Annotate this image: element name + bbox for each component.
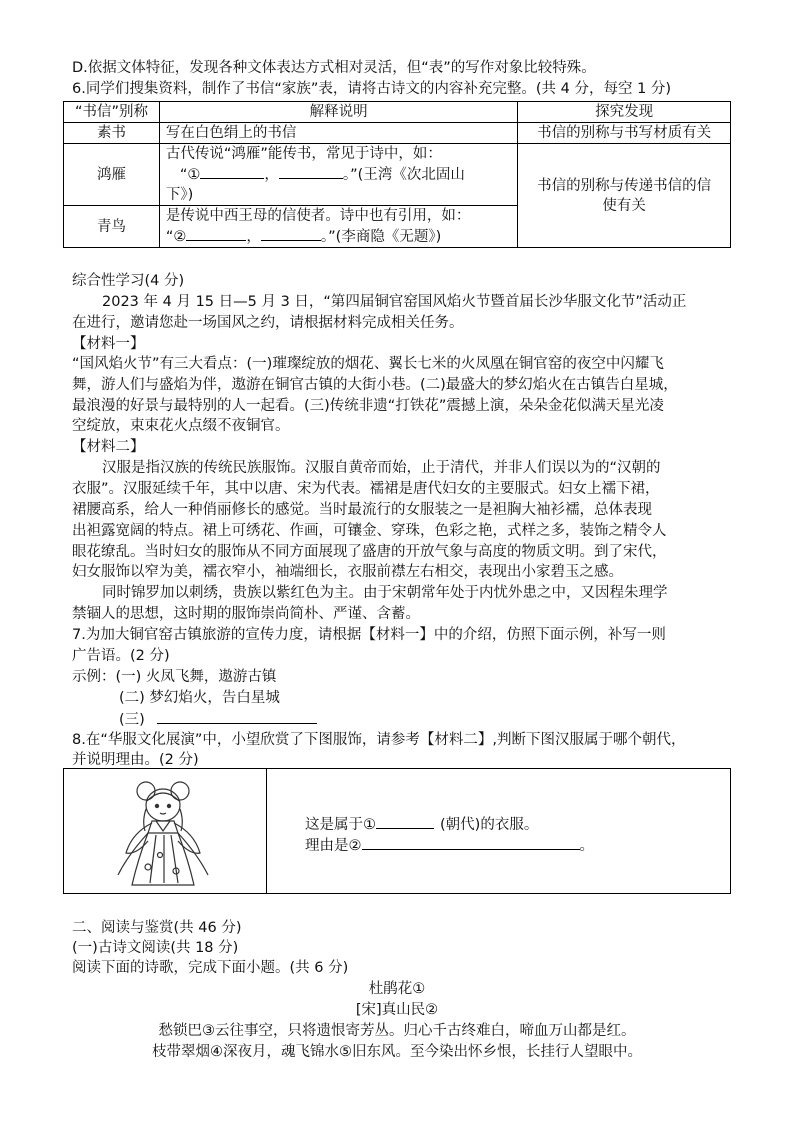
example-item: (一) 火凤飞舞，遨游古镇 bbox=[115, 669, 277, 685]
quote-line bbox=[166, 226, 511, 247]
answer-blank-2b[interactable] bbox=[261, 226, 321, 241]
alias-finding bbox=[518, 144, 731, 248]
dynasty-answer-line bbox=[305, 814, 538, 835]
quote-open: “② bbox=[165, 229, 187, 245]
dynasty-prompt: 这是属于① bbox=[305, 817, 376, 833]
answer-blank-2a[interactable] bbox=[186, 226, 246, 241]
answer-blank-1b[interactable] bbox=[279, 164, 343, 179]
quote-close: 。”(李商隐《无题》) bbox=[320, 229, 442, 245]
costume-answer-box bbox=[63, 768, 731, 894]
alias-explain bbox=[159, 206, 517, 248]
reason-suffix: 。 bbox=[579, 838, 594, 854]
alias-finding: 书信的别称与书写材质有关 bbox=[518, 123, 731, 144]
section-2-subtitle: (一)古诗文阅读(共 18 分) bbox=[72, 940, 239, 956]
material-2-line: 同时锦罗加以刺绣，贵族以紫红色为主。由于宋朝常年处于内忧外患之中，又因程朱理学 bbox=[102, 585, 668, 601]
quote-sep: ， bbox=[246, 229, 261, 245]
q6-stem: 6.同学们搜集资料，制作了书信“家族”表，请将古诗文的内容补充完整。(共 4 分，每空 1 分) bbox=[72, 81, 672, 97]
table-row bbox=[64, 123, 731, 144]
material-1-line: “国风焰火节”有三大看点：(一)璀璨绽放的烟花、翼长七米的火凤凰在铜官窑的夜空中闪耀飞 bbox=[72, 356, 664, 372]
intro-line: 2023 年 4 月 15 日—5 月 3 日，“第四届铜官窑国风焰火节暨首届长沙华服文化节”活动正 bbox=[102, 294, 687, 310]
explain-line: 下》) bbox=[165, 187, 194, 203]
q5-option-d: D.依据文体特征，发现各种文体表达方式相对灵活，但“表”的写作对象比较特殊。 bbox=[72, 60, 596, 76]
finding-line: 使有关 bbox=[602, 197, 646, 214]
dynasty-answer-blank[interactable] bbox=[376, 814, 434, 829]
comprehensive-title: 综合性学习(4 分) bbox=[72, 273, 185, 289]
quote-sep: ， bbox=[264, 167, 279, 183]
material-1-line: 空绽放，束束花火点缀不夜铜官。 bbox=[72, 418, 290, 434]
material-2-line: 衣服”。汉服延续千年，其中以唐、宋为代表。襦裙是唐代妇女的主要服式。妇女上襦下裙， bbox=[72, 481, 660, 497]
material-2-line: 禁锢人的思想，这时期的服饰崇尚简朴、严谨、含蓄。 bbox=[72, 606, 420, 622]
q7-stem: 广告语。(2 分) bbox=[72, 648, 170, 664]
alias-explain bbox=[159, 144, 517, 206]
example-item-label: (三) bbox=[119, 712, 145, 728]
table-header-cell: 解释说明 bbox=[159, 102, 517, 123]
material-2-line: 裙腰高系，给人一种俏丽修长的感觉。当时最流行的女服装之一是袒胸大袖衫襦，总体表现 bbox=[72, 502, 652, 518]
slogan-answer-blank[interactable] bbox=[157, 709, 317, 724]
alias-name: 青鸟 bbox=[64, 206, 160, 248]
quote-close: 。”(王湾《次北固山 bbox=[342, 167, 465, 183]
table-row bbox=[64, 144, 731, 206]
table-header-cell: 探究发现 bbox=[518, 102, 731, 123]
material-2-line: 出袒露宽阔的特点。裙上可绣花、作画，可镶金、穿珠，色彩之艳，式样之多，装饰之精令人 bbox=[72, 523, 667, 539]
table-header-cell: “书信”别称 bbox=[64, 102, 160, 123]
section-2-title: 二、阅读与鉴赏(共 46 分) bbox=[72, 920, 242, 936]
poem-instruction: 阅读下面的诗歌，完成下面小题。(共 6 分) bbox=[72, 960, 349, 976]
reason-answer-blank[interactable] bbox=[362, 835, 580, 850]
q7-example bbox=[72, 667, 276, 687]
explain-line: 古代传说“鸿雁”能传书，常见于诗中，如： bbox=[165, 146, 442, 162]
hanfu-girl-illustration bbox=[98, 775, 234, 889]
poem-title: 杜鹃花① bbox=[368, 981, 426, 997]
example-item-3 bbox=[119, 709, 317, 730]
material-1-line: 最浪漫的好景与最特别的人一起看。(三)传统非遗“打铁花”震撼上演，朵朵金花似满天星光凌 bbox=[72, 398, 664, 414]
letter-family-table bbox=[63, 101, 731, 248]
reason-answer-line bbox=[305, 835, 594, 856]
example-item: (二) 梦幻焰火，告白星城 bbox=[119, 690, 280, 706]
poem-line: 愁锁巴③云往事空，只将遗恨寄芳丛。归心千古终难白，啼血万山都是红。 bbox=[158, 1023, 636, 1039]
alias-name: 素书 bbox=[64, 123, 160, 144]
explain-line: 是传说中西王母的信使者。诗中也有引用，如： bbox=[165, 208, 471, 224]
reason-prompt: 理由是② bbox=[305, 838, 362, 854]
q8-stem: 8.在“华服文化展演”中，小望欣赏了下图服饰，请参考【材料二】,判断下图汉服属于哪个朝代， bbox=[72, 732, 686, 748]
table-header-row bbox=[64, 102, 731, 123]
answer-blank-1a[interactable] bbox=[200, 164, 264, 179]
material-2-line: 汉服是指汉族的传统民族服饰。汉服自黄帝而始，止于清代，并非人们误以为的“汉朝的 bbox=[102, 460, 661, 476]
poem-author: [宋]真山民② bbox=[355, 1002, 439, 1018]
finding-line: 书信的别称与传递书信的信 bbox=[537, 177, 712, 194]
material-1-label: 【材料一】 bbox=[72, 336, 145, 352]
alias-explain: 写在白色绢上的书信 bbox=[159, 123, 517, 144]
poem-line: 枝带翠烟④深夜月，魂飞锦水⑤旧东风。至今染出怀乡恨，长挂行人望眼中。 bbox=[152, 1044, 642, 1060]
dynasty-suffix: (朝代)的衣服。 bbox=[440, 817, 539, 833]
example-label: 示例： bbox=[72, 669, 116, 685]
q7-stem: 7.为加大铜官窑古镇旅游的宣传力度，请根据【材料一】中的介绍，仿照下面示例，补写一则 bbox=[72, 627, 666, 643]
material-2-line: 妇女服饰以窄为美，襦衣窄小，袖端细长，衣服前襟左右相交，表现出小家碧玉之感。 bbox=[72, 564, 623, 580]
material-2-label: 【材料二】 bbox=[72, 439, 145, 455]
q8-stem: 并说明理由。(2 分) bbox=[72, 752, 199, 768]
material-1-line: 舞，游人们与盛焰为伴，遨游在铜官古镇的大街小巷。(二)最盛大的梦幻焰火在古镇告白星城， bbox=[72, 377, 678, 393]
intro-line: 在进行，邀请您赴一场国风之约，请根据材料完成相关任务。 bbox=[72, 315, 464, 331]
alias-name: 鸿雁 bbox=[64, 144, 160, 206]
quote-open: “① bbox=[179, 167, 201, 183]
material-2-line: 眼花缭乱。当时妇女的服饰从不同方面展现了盛唐的开放气象与高度的物质文明。到了宋代， bbox=[72, 544, 667, 560]
box-divider bbox=[266, 769, 267, 893]
quote-line bbox=[166, 164, 511, 185]
